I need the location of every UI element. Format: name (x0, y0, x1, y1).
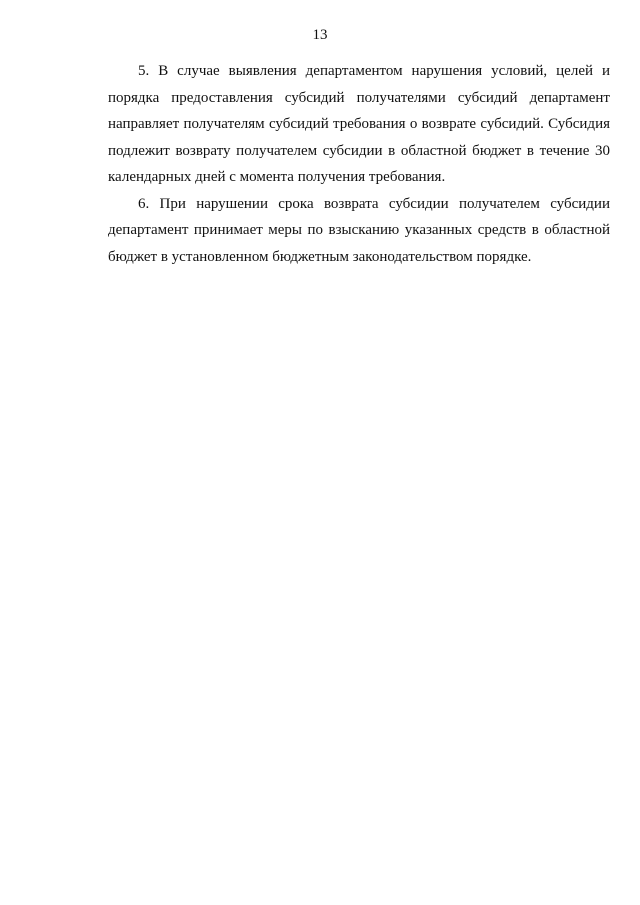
paragraph-5: 5. В случае выявления департаментом нарушения условий, целей и порядка предоставления субсидий получателями субсидий департамент направляет получателям субсидий требования о возврате субсидий. Субсидия подлежит возврату получателем субсидии в областной бюджет в течение 30 календарных дней с момента получения требования. (108, 63, 610, 185)
document-body (108, 58, 610, 270)
paragraph-6: 6. При нарушении срока возврата субсидии получателем субсидии департамент принимает меры по взысканию указанных средств в областной бюджет в установленном бюджетным законодательством порядке. (108, 195, 610, 265)
page-number: 13 (312, 27, 328, 43)
